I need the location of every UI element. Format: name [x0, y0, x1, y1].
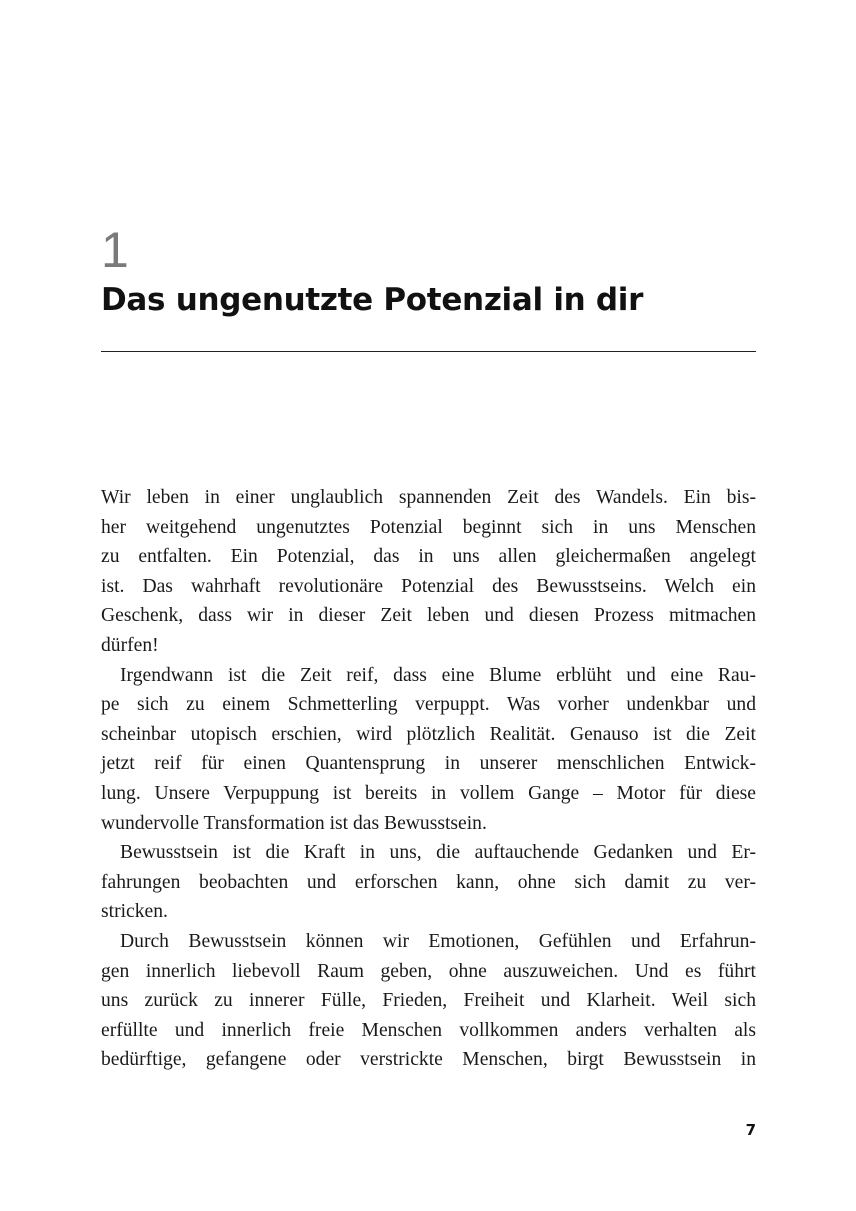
text-line: jetzt reif für einen Quantensprung in unserer menschlichen Entwick- — [101, 753, 756, 775]
chapter-number: 1 — [101, 222, 129, 278]
text-line: Geschenk, dass wir in dieser Zeit leben und diesen Prozess mitmachen — [101, 605, 756, 627]
text-line: zu entfalten. Ein Potenzial, das in uns allen gleichermaßen angelegt — [101, 546, 756, 568]
text-line: erfüllte und innerlich freie Menschen vollkommen anders verhalten als — [101, 1019, 756, 1041]
title-rule — [101, 351, 756, 352]
text-line: lung. Unsere Verpuppung ist bereits in vollem Gange – Motor für diese — [101, 782, 756, 804]
text-line: bedürftige, gefangene oder verstrickte Menschen, birgt Bewusstsein in — [101, 1049, 756, 1071]
text-line: wundervolle Transformation ist das Bewusstsein. — [101, 812, 487, 834]
text-line: Bewusstsein ist die Kraft in uns, die auftauchende Gedanken und Er- — [120, 842, 756, 864]
text-line: ist. Das wahrhaft revolutionäre Potenzial des Bewusstseins. Welch ein — [101, 575, 756, 597]
text-line: Irgendwann ist die Zeit reif, dass eine Blume erblüht und eine Rau- — [120, 664, 756, 686]
text-line: gen innerlich liebevoll Raum geben, ohne auszuweichen. Und es führt — [101, 960, 756, 982]
chapter-title: Das ungenutzte Potenzial in dir — [101, 282, 644, 318]
text-line: dürfen! — [101, 634, 159, 656]
text-line: her weitgehend ungenutztes Potenzial beginnt sich in uns Menschen — [101, 516, 756, 538]
text-line: stricken. — [101, 901, 168, 923]
body-text — [101, 483, 756, 1075]
page-number: 7 — [745, 1121, 756, 1139]
text-line: Durch Bewusstsein können wir Emotionen, Gefühlen und Erfahrun- — [120, 930, 756, 952]
text-line: uns zurück zu innerer Fülle, Frieden, Freiheit und Klarheit. Weil sich — [101, 990, 756, 1012]
text-line: Wir leben in einer unglaublich spannenden Zeit des Wandels. Ein bis- — [101, 487, 756, 508]
text-line: fahrungen beobachten und erforschen kann, ohne sich damit zu ver- — [101, 871, 756, 893]
text-line: pe sich zu einem Schmetterling verpuppt. Was vorher undenkbar und — [101, 694, 756, 716]
text-line: scheinbar utopisch erschien, wird plötzlich Realität. Genauso ist die Zeit — [101, 723, 756, 745]
